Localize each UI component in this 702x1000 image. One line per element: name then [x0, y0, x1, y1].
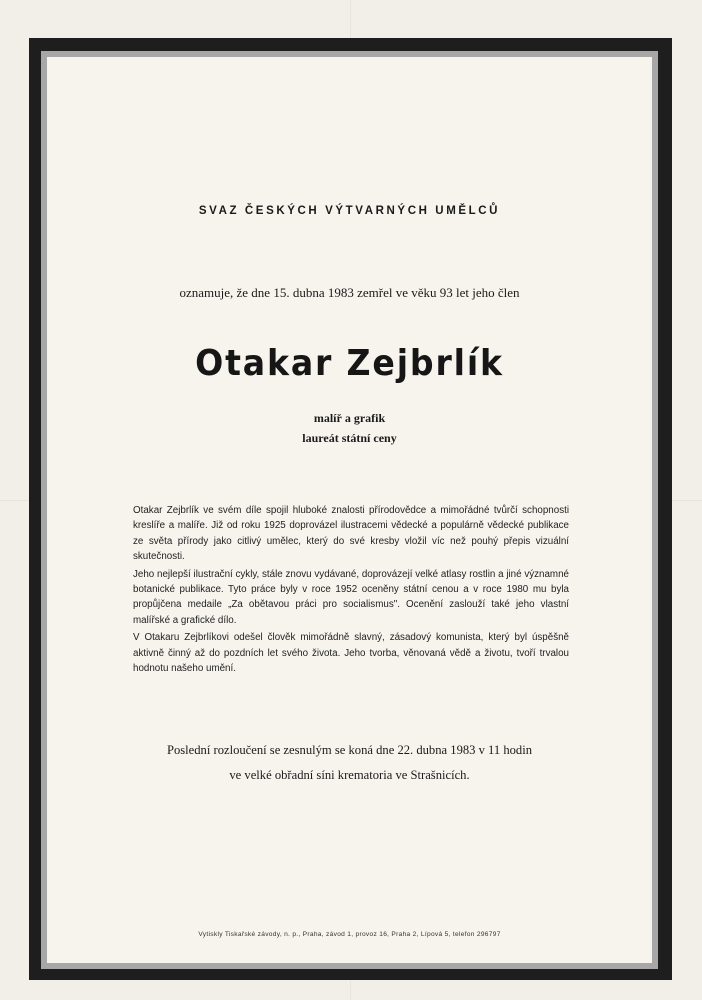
farewell-line-1: Poslední rozloučení se zesnulým se koná dne 22. dubna 1983 v 11 hodin	[166, 743, 533, 757]
obituary-paragraph: Jeho nejlepší ilustrační cykly, stále znovu vydávané, doprovázejí velké atlasy rostlin a jiné významné botanické publikace. Tyto práce byly v roce 1952 oceněny státní cenou a v roce 1980 mu byla propůjčena medaile „Za obětavou práci pro socialismus". Ocenění zaslouží také jeho vlastní malířské a grafické dílo.	[133, 568, 569, 626]
notice-page	[47, 57, 652, 963]
title-award: laureát státní ceny	[302, 431, 397, 445]
printer-note: Vytiskly Tiskařské závody, n. p., Praha, závod 1, provoz 16, Praha 2, Lípová 5, telefon 296797	[198, 931, 501, 938]
farewell-line-2: ve velké obřadní síni krematoria ve Strašnicích.	[229, 768, 470, 782]
obituary-paragraph: Otakar Zejbrlík ve svém díle spojil hluboké znalosti přírodovědce a mimořádné tvůrčí schopnosti kreslíře a malíře. Již od roku 1925 doprovázel ilustracemi vědecké a populárně vědecké publikace ze světa přírody jako citlivý umělec, který do své kresby vložil víc než pouhý přepis vizuální skutečnosti.	[133, 505, 569, 563]
deceased-name: Otakar Zejbrlík	[195, 343, 504, 384]
obituary-paragraph: V Otakaru Zejbrlíkovi odešel člověk mimořádně slavný, zásadový komunista, který byl úspěšně aktivně činný až do pozdních let svého života. Jeho tvorba, věnovaná vědě a životu, tvoří trvalou hodnotu našeho umění.	[133, 632, 569, 675]
organization-name: SVAZ ČESKÝCH VÝTVARNÝCH UMĚLCŮ	[198, 205, 501, 217]
death-announcement: oznamuje, že dne 15. dubna 1983 zemřel ve věku 93 let jeho člen	[179, 285, 520, 300]
title-profession: malíř a grafik	[313, 411, 386, 425]
obituary-text	[133, 503, 569, 678]
